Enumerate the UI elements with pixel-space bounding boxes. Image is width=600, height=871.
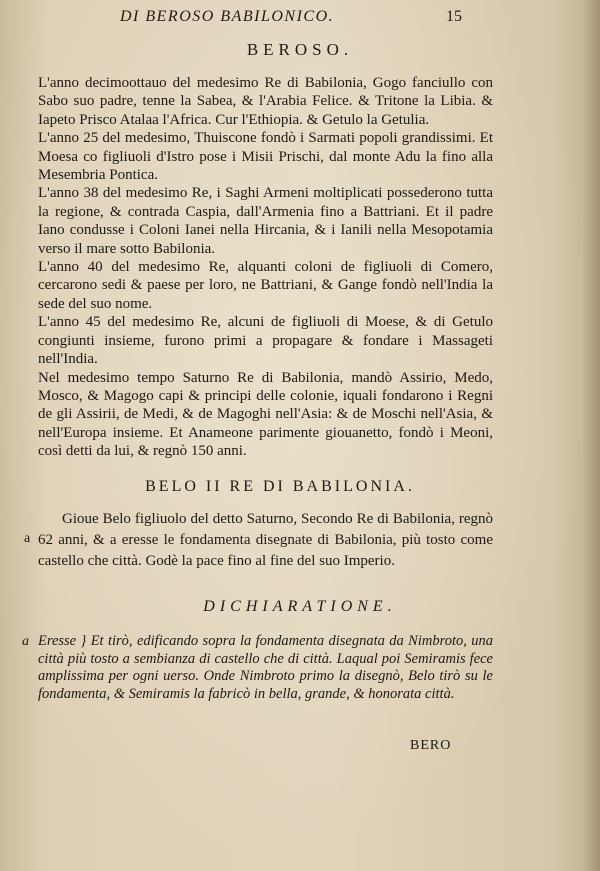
catchword: BERO — [410, 738, 452, 753]
belo-section-text — [38, 509, 493, 572]
dichiaratione-text — [38, 633, 493, 703]
main-text — [38, 74, 493, 461]
paragraph: Gioue Belo figliuolo del detto Saturno, Secondo Re di Babilonia, regnò 62 anni, & a eresse le fondamenta disegnate di Babilonia, più tosto come castello che città. Godè la pace fino al fine del suo Imperio. — [38, 511, 493, 569]
paragraph: L'anno 40 del medesimo Re, alquanti coloni de figliuoli di Comero, cercarono sedi & paese per loro, ne Battriani, & Gange fondò nell'India la sede del suo nome. — [38, 259, 493, 312]
bleed-through-decoration: · — [470, 476, 475, 491]
section-heading-dichiaratione: DICHIARATIONE. — [203, 598, 397, 615]
paragraph: Eresse } Et tirò, edificando sopra la fondamenta disegnata da Nimbroto, una città più tosto a sembianza di castello che di città. Laqual poi Semiramis fece amplissima per ogni uerso. Onde Nimbroto primo la disegnò, Belo tirò su le fondamenta, & Semiramis la fabricò in bella, grande, & honorata città. — [38, 633, 493, 702]
paragraph: L'anno 38 del medesimo Re, i Saghi Armeni moltiplicati possederono tutta la regione, & contrada Caspia, dall'Armenia fino a Battriani. Et il padre Iano condusse i Coloni Ianei nella Hircania, & i Ianili nella Mesopotamia verso il mare sotto Babilonia. — [38, 185, 493, 257]
margin-note: a — [22, 634, 29, 649]
bleed-through-decoration: · — [500, 690, 505, 705]
paragraph: Nel medesimo tempo Saturno Re di Babilonia, mandò Assirio, Medo, Mosco, & Magogo capi & principi delle colonie, iquali fondarono i Regni de gli Assirii, de Medi, & de Magoghi nell'Asia: & de Moschi nell'Asia, & nell'Europa insieme. Et Anameone parimente giouanetto, fondò i Meoni, così detti da lui, & regnò 150 anni. — [38, 369, 493, 460]
margin-note: a — [24, 531, 31, 546]
paragraph: L'anno 25 del medesimo, Thuiscone fondò i Sarmati popoli grandissimi. Et Moesa co figliuoli d'Istro pose i Misii Prischi, dal monte Adu la fino alla Mesembria Pontica. — [38, 130, 493, 184]
running-head: DI BEROSO BABILONICO. — [120, 8, 335, 25]
paragraph: L'anno decimoottauo del medesimo Re di Babilonia, Gogo fanciullo con Sabo suo padre, tenne la Sabea, & l'Arabia Felice. & Tritone la Libia. & Iapeto Prisco Atalaa l'Africa. Cur l'Ethiopia. & Getulo la Getulia. — [38, 75, 493, 128]
page-title: BEROSO. — [246, 40, 354, 59]
page-edge-shadow — [582, 0, 600, 871]
paragraph: L'anno 45 del medesimo Re, alcuni de figliuoli di Moese, & di Getulo congiunti insieme, furono primi a propagare & fondare i Massageti nell'India. — [38, 314, 493, 368]
page-number: 15 — [446, 8, 462, 25]
section-heading-belo: BELO II RE DI BABILONIA. — [145, 478, 415, 495]
